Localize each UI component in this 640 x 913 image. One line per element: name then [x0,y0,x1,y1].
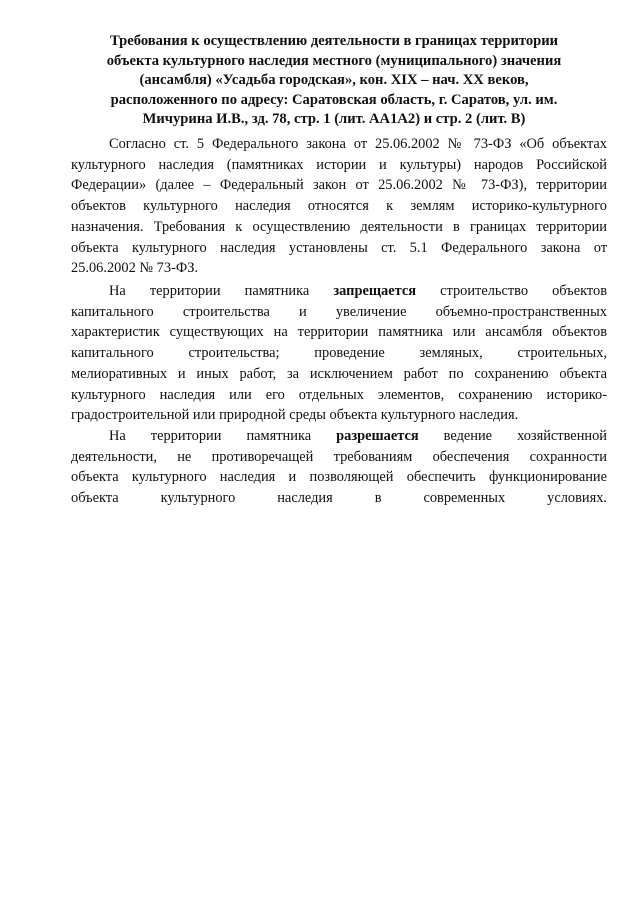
paragraph-prohibited [71,281,607,426]
text-run: На территории памятника [109,428,337,444]
document-title [64,32,604,130]
title-line: (ансамбля) «Усадьба городская», кон. XIX – нач. XX веков, [139,72,529,89]
text-line: мелиоративных и иных работ, за исключением работ по сохранению объекта [71,365,607,382]
text-line: капитального строительства; проведение земляных, строительных, [71,345,607,362]
emphasis-permitted: разрешается [336,428,419,444]
text-line: характеристик существующих на территории памятника или ансамбля объектов [71,324,607,341]
text-line: объекта культурного наследия установлены ст. 5.1 Федерального закона от [71,239,607,256]
text-line: культурного наследия (памятниках истории и культуры) народов Российской [71,156,607,173]
text-line: культурного наследия или его отдельных элементов, сохранению историко- [71,386,607,403]
text-line: Федерации» (далее – Федеральный закон от 25.06.2002 № 73-ФЗ), территории [71,177,607,194]
text-line [71,281,607,302]
text-line: объекта культурного наследия и позволяющей обеспечить функционирование [71,469,607,486]
title-line: Мичурина И.В., зд. 78, стр. 1 (лит. АА1А2) и стр. 2 (лит. В) [142,111,526,128]
text-line: деятельности, не противоречащей требованиям обеспечения сохранности [71,448,607,465]
text-line: объекта культурного наследия в современных условиях. [71,490,607,507]
emphasis-prohibited: запрещается [333,283,416,299]
text-line [71,426,607,447]
text-line: капитального строительства и увеличение объемно-пространственных [71,303,607,320]
title-line: объекта культурного наследия местного (муниципального) значения [106,52,562,69]
title-line: Требования к осуществлению деятельности в границах территории [109,33,559,49]
text-line: назначения. Требования к осуществлению деятельности в границах территории [71,218,607,235]
text-line: градостроительной или природной среды объекта культурного наследия. [71,407,519,424]
text-run: ведение хозяйственной [418,428,607,444]
title-line: расположенного по адресу: Саратовская область, г. Саратов, ул. им. [110,91,558,108]
paragraph-permitted [71,426,607,509]
text-run: строительство объектов [416,283,607,299]
text-line: объектов культурного наследия относятся к землям историко-культурного [71,198,607,215]
paragraph-legal-basis [71,134,607,279]
text-run: На территории памятника [109,283,334,299]
text-line: Согласно ст. 5 Федерального закона от 25.06.2002 № 73-ФЗ «Об объектах [109,136,607,152]
text-line: 25.06.2002 № 73-ФЗ. [71,260,199,277]
